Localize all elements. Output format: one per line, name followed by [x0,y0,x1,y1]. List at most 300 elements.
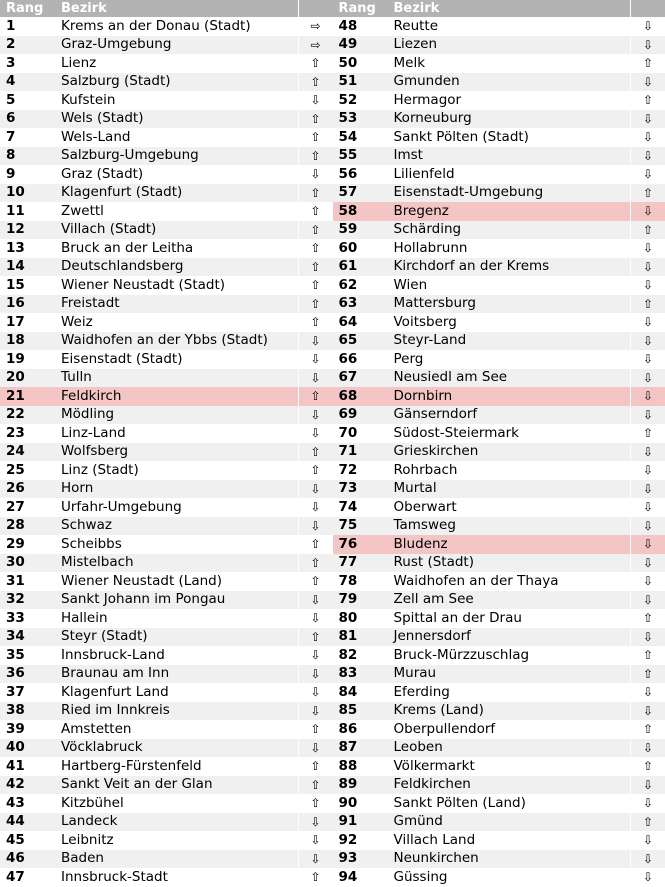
district-cell: Eferding [392,684,631,701]
district-cell: Murtal [392,480,631,497]
rank-cell: 9 [0,166,59,183]
trend-up-arrow-icon: ⇧ [298,147,333,166]
trend-up-arrow-icon: ⇧ [298,387,333,406]
trend-down-arrow-icon: ⇩ [298,91,333,110]
rank-cell: 32 [0,591,59,608]
rank-cell: 22 [0,406,59,423]
table-row [0,73,333,92]
rank-cell: 61 [333,258,392,275]
district-cell: Hallein [59,610,298,627]
trend-up-arrow-icon: ⇧ [630,720,665,739]
table-row [0,776,333,795]
rank-cell: 27 [0,499,59,516]
rank-cell: 71 [333,443,392,460]
trend-up-arrow-icon: ⇧ [298,221,333,240]
rank-cell: 23 [0,425,59,442]
district-cell: Feldkirch [59,388,298,405]
table-row [333,350,665,369]
district-cell: Rust (Stadt) [392,554,631,571]
table-row [333,794,665,813]
district-cell: Wien [392,277,631,294]
district-cell: Weiz [59,314,298,331]
table-row [333,757,665,776]
trend-up-arrow-icon: ⇧ [298,110,333,129]
rank-cell: 89 [333,776,392,793]
trend-up-arrow-icon: ⇧ [298,313,333,332]
table-row [333,480,665,499]
rank-cell: 66 [333,351,392,368]
district-cell: Gmünd [392,813,631,830]
rank-cell: 49 [333,36,392,53]
trend-up-arrow-icon: ⇧ [630,609,665,628]
district-cell: Linz (Stadt) [59,462,298,479]
table-row [0,295,333,314]
trend-down-arrow-icon: ⇩ [298,609,333,628]
table-row [0,406,333,425]
district-cell: Melk [392,55,631,72]
rank-cell: 28 [0,517,59,534]
trend-down-arrow-icon: ⇩ [630,128,665,147]
table-row [0,54,333,73]
trend-up-arrow-icon: ⇧ [298,295,333,314]
table-row [0,17,333,36]
rank-cell: 55 [333,147,392,164]
table-row [0,517,333,536]
trend-down-arrow-icon: ⇩ [298,424,333,443]
table-row [0,794,333,813]
rank-cell: 10 [0,184,59,201]
ranking-column-left [0,0,333,884]
district-cell: Graz-Umgebung [59,36,298,53]
table-row [0,739,333,758]
trend-down-arrow-icon: ⇩ [630,535,665,554]
table-row [333,720,665,739]
table-row [333,54,665,73]
district-cell: Mattersburg [392,295,631,312]
table-row [0,239,333,258]
trend-down-arrow-icon: ⇩ [630,480,665,499]
district-cell: Tamsweg [392,517,631,534]
rank-cell: 84 [333,684,392,701]
table-row [333,813,665,832]
district-cell: Bludenz [392,536,631,553]
trend-up-arrow-icon: ⇧ [298,720,333,739]
rank-cell: 25 [0,462,59,479]
district-cell: Zwettl [59,203,298,220]
table-row [333,147,665,166]
district-cell: Grieskirchen [392,443,631,460]
table-row [333,461,665,480]
trend-down-arrow-icon: ⇩ [630,443,665,462]
district-cell: Sankt Veit an der Glan [59,776,298,793]
district-cell: Voitsberg [392,314,631,331]
rank-cell: 85 [333,702,392,719]
table-row [333,572,665,591]
rank-cell: 15 [0,277,59,294]
trend-down-arrow-icon: ⇩ [630,794,665,813]
rank-cell: 13 [0,240,59,257]
district-cell: Sankt Pölten (Stadt) [392,129,631,146]
rank-cell: 72 [333,462,392,479]
district-cell: Reutte [392,18,631,35]
district-cell: Kirchdorf an der Krems [392,258,631,275]
trend-up-arrow-icon: ⇧ [298,239,333,258]
trend-up-arrow-icon: ⇧ [298,73,333,92]
trend-down-arrow-icon: ⇩ [630,517,665,536]
trend-down-arrow-icon: ⇩ [630,498,665,517]
district-cell: Bruck-Mürzzuschlag [392,647,631,664]
district-cell: Bruck an der Leitha [59,240,298,257]
trend-down-arrow-icon: ⇩ [630,350,665,369]
table-row [0,702,333,721]
table-row [0,387,333,406]
rank-cell: 2 [0,36,59,53]
trend-down-arrow-icon: ⇩ [630,165,665,184]
table-row [0,850,333,869]
trend-down-arrow-icon: ⇩ [298,831,333,850]
district-header: Bezirk [392,0,631,17]
district-cell: Eisenstadt-Umgebung [392,184,631,201]
trend-down-arrow-icon: ⇩ [298,517,333,536]
rank-cell: 90 [333,795,392,812]
rank-cell: 88 [333,758,392,775]
rank-cell: 8 [0,147,59,164]
district-cell: Lienz [59,55,298,72]
rank-cell: 39 [0,721,59,738]
district-cell: Klagenfurt (Stadt) [59,184,298,201]
trend-down-arrow-icon: ⇩ [630,36,665,55]
table-row [0,480,333,499]
table-row [333,239,665,258]
district-cell: Salzburg (Stadt) [59,73,298,90]
rank-cell: 16 [0,295,59,312]
district-cell: Baden [59,850,298,867]
trend-down-arrow-icon: ⇩ [630,776,665,795]
district-cell: Lilienfeld [392,166,631,183]
trend-down-arrow-icon: ⇩ [630,683,665,702]
rank-cell: 62 [333,277,392,294]
rank-cell: 41 [0,758,59,775]
district-cell: Salzburg-Umgebung [59,147,298,164]
trend-down-arrow-icon: ⇩ [630,702,665,721]
table-row [0,831,333,850]
table-row [333,110,665,129]
rank-cell: 3 [0,55,59,72]
table-row [0,110,333,129]
district-cell: Waidhofen an der Thaya [392,573,631,590]
table-row [333,369,665,388]
trend-up-arrow-icon: ⇧ [298,128,333,147]
rank-cell: 57 [333,184,392,201]
trend-down-arrow-icon: ⇩ [298,369,333,388]
trend-up-arrow-icon: ⇧ [298,258,333,277]
trend-down-arrow-icon: ⇩ [630,147,665,166]
district-cell: Leoben [392,739,631,756]
table-row [0,535,333,554]
trend-down-arrow-icon: ⇩ [630,831,665,850]
trend-up-arrow-icon: ⇧ [298,202,333,221]
ranking-column-right [333,0,665,884]
table-row [333,313,665,332]
district-cell: Wiener Neustadt (Stadt) [59,277,298,294]
trend-up-arrow-icon: ⇧ [298,776,333,795]
district-cell: Kitzbühel [59,795,298,812]
table-row [0,313,333,332]
trend-up-arrow-icon: ⇧ [630,424,665,443]
rank-cell: 1 [0,18,59,35]
district-cell: Kufstein [59,92,298,109]
rank-cell: 70 [333,425,392,442]
table-row [0,36,333,55]
district-cell: Innsbruck-Land [59,647,298,664]
district-cell: Amstetten [59,721,298,738]
trend-up-arrow-icon: ⇧ [630,665,665,684]
trend-up-arrow-icon: ⇧ [630,91,665,110]
district-cell: Perg [392,351,631,368]
table-row [0,350,333,369]
trend-down-arrow-icon: ⇩ [298,702,333,721]
rank-cell: 83 [333,665,392,682]
rank-cell: 75 [333,517,392,534]
district-cell: Hermagor [392,92,631,109]
district-cell: Mistelbach [59,554,298,571]
trend-right-arrow-icon: ⇨ [298,17,333,36]
district-cell: Dornbirn [392,388,631,405]
table-row [333,406,665,425]
rank-cell: 11 [0,203,59,220]
district-cell: Oberpullendorf [392,721,631,738]
rank-header: Rang [0,0,59,17]
trend-up-arrow-icon: ⇧ [630,295,665,314]
table-row [0,498,333,517]
rank-cell: 51 [333,73,392,90]
district-cell: Völkermarkt [392,758,631,775]
district-cell: Jennersdorf [392,628,631,645]
table-row [0,369,333,388]
table-row [333,517,665,536]
trend-up-arrow-icon: ⇧ [298,443,333,462]
trend-down-arrow-icon: ⇩ [630,739,665,758]
rank-cell: 53 [333,110,392,127]
trend-down-arrow-icon: ⇩ [630,572,665,591]
district-cell: Krems (Land) [392,702,631,719]
district-cell: Linz-Land [59,425,298,442]
table-row [0,443,333,462]
table-row [0,221,333,240]
rank-cell: 73 [333,480,392,497]
rank-cell: 7 [0,129,59,146]
district-cell: Braunau am Inn [59,665,298,682]
district-cell: Gmunden [392,73,631,90]
trend-down-arrow-icon: ⇩ [630,202,665,221]
district-cell: Rohrbach [392,462,631,479]
district-cell: Spittal an der Drau [392,610,631,627]
rank-cell: 63 [333,295,392,312]
table-row [333,276,665,295]
trend-down-arrow-icon: ⇩ [630,73,665,92]
district-cell: Urfahr-Umgebung [59,499,298,516]
trend-down-arrow-icon: ⇩ [630,406,665,425]
trend-right-arrow-icon: ⇨ [298,36,333,55]
table-row [0,184,333,203]
trend-up-arrow-icon: ⇧ [298,757,333,776]
rank-cell: 91 [333,813,392,830]
table-row [0,628,333,647]
table-row [333,165,665,184]
table-row [0,813,333,832]
table-row [0,646,333,665]
trend-down-arrow-icon: ⇩ [298,665,333,684]
trend-header [630,0,665,17]
district-cell: Waidhofen an der Ybbs (Stadt) [59,332,298,349]
rank-cell: 82 [333,647,392,664]
trend-down-arrow-icon: ⇩ [298,350,333,369]
rank-header: Rang [333,0,392,17]
district-cell: Sankt Pölten (Land) [392,795,631,812]
table-row [333,184,665,203]
trend-down-arrow-icon: ⇩ [630,461,665,480]
rank-cell: 43 [0,795,59,812]
trend-up-arrow-icon: ⇧ [298,628,333,647]
table-row [333,91,665,110]
trend-down-arrow-icon: ⇩ [630,369,665,388]
trend-down-arrow-icon: ⇩ [630,276,665,295]
rank-cell: 60 [333,240,392,257]
table-row [333,36,665,55]
trend-down-arrow-icon: ⇩ [298,646,333,665]
trend-down-arrow-icon: ⇩ [630,850,665,869]
district-cell: Tulln [59,369,298,386]
trend-down-arrow-icon: ⇩ [630,313,665,332]
table-row [333,498,665,517]
district-cell: Mödling [59,406,298,423]
trend-down-arrow-icon: ⇩ [630,628,665,647]
trend-down-arrow-icon: ⇩ [298,850,333,869]
table-row [0,128,333,147]
rank-cell: 18 [0,332,59,349]
rank-cell: 31 [0,573,59,590]
table-row [333,202,665,221]
rank-cell: 81 [333,628,392,645]
table-row [333,443,665,462]
table-row [333,665,665,684]
trend-down-arrow-icon: ⇩ [298,165,333,184]
rank-cell: 21 [0,388,59,405]
rank-cell: 58 [333,203,392,220]
rank-cell: 30 [0,554,59,571]
district-cell: Wolfsberg [59,443,298,460]
rank-cell: 68 [333,388,392,405]
table-row [333,609,665,628]
table-row [0,202,333,221]
rank-cell: 6 [0,110,59,127]
trend-header [298,0,333,17]
table-row [333,591,665,610]
rank-cell: 37 [0,684,59,701]
table-row [333,128,665,147]
table-row [333,73,665,92]
rank-cell: 24 [0,443,59,460]
trend-down-arrow-icon: ⇩ [298,332,333,351]
rank-cell: 44 [0,813,59,830]
table-header [0,0,333,17]
district-cell: Korneuburg [392,110,631,127]
trend-down-arrow-icon: ⇩ [298,498,333,517]
rank-cell: 34 [0,628,59,645]
table-row [0,258,333,277]
rank-cell: 56 [333,166,392,183]
table-row [333,646,665,665]
table-header [333,0,665,17]
trend-down-arrow-icon: ⇩ [630,239,665,258]
trend-down-arrow-icon: ⇩ [630,554,665,573]
rank-cell: 4 [0,73,59,90]
trend-up-arrow-icon: ⇧ [630,646,665,665]
district-header: Bezirk [59,0,298,17]
trend-down-arrow-icon: ⇩ [298,480,333,499]
trend-down-arrow-icon: ⇩ [298,406,333,425]
district-cell: Feldkirchen [392,776,631,793]
rank-cell: 69 [333,406,392,423]
table-row [333,221,665,240]
district-cell: Murau [392,665,631,682]
district-cell: Steyr (Stadt) [59,628,298,645]
trend-up-arrow-icon: ⇧ [298,535,333,554]
trend-up-arrow-icon: ⇧ [298,54,333,73]
trend-down-arrow-icon: ⇩ [630,17,665,36]
district-cell: Südost-Steiermark [392,425,631,442]
rank-cell: 59 [333,221,392,238]
table-row [0,665,333,684]
rank-cell: 40 [0,739,59,756]
district-cell: Krems an der Donau (Stadt) [59,18,298,35]
table-row [0,332,333,351]
table-row [333,295,665,314]
trend-down-arrow-icon: ⇩ [298,683,333,702]
district-cell: Güssing [392,869,631,886]
rank-cell: 67 [333,369,392,386]
rank-cell: 26 [0,480,59,497]
trend-down-arrow-icon: ⇩ [630,591,665,610]
rank-cell: 64 [333,314,392,331]
district-cell: Wels (Stadt) [59,110,298,127]
district-cell: Wels-Land [59,129,298,146]
rank-cell: 50 [333,55,392,72]
rank-cell: 87 [333,739,392,756]
table-row [0,91,333,110]
district-cell: Bregenz [392,203,631,220]
table-row [0,572,333,591]
table-row [333,554,665,573]
trend-down-arrow-icon: ⇩ [630,332,665,351]
district-cell: Steyr-Land [392,332,631,349]
trend-down-arrow-icon: ⇩ [630,387,665,406]
table-row [0,461,333,480]
district-cell: Schärding [392,221,631,238]
district-cell: Sankt Johann im Pongau [59,591,298,608]
table-row [0,147,333,166]
district-cell: Landeck [59,813,298,830]
table-row [333,387,665,406]
district-cell: Imst [392,147,631,164]
rank-cell: 33 [0,610,59,627]
trend-down-arrow-icon: ⇩ [630,110,665,129]
table-row [333,424,665,443]
district-cell: Leibnitz [59,832,298,849]
trend-up-arrow-icon: ⇧ [298,276,333,295]
district-cell: Hollabrunn [392,240,631,257]
rank-cell: 45 [0,832,59,849]
